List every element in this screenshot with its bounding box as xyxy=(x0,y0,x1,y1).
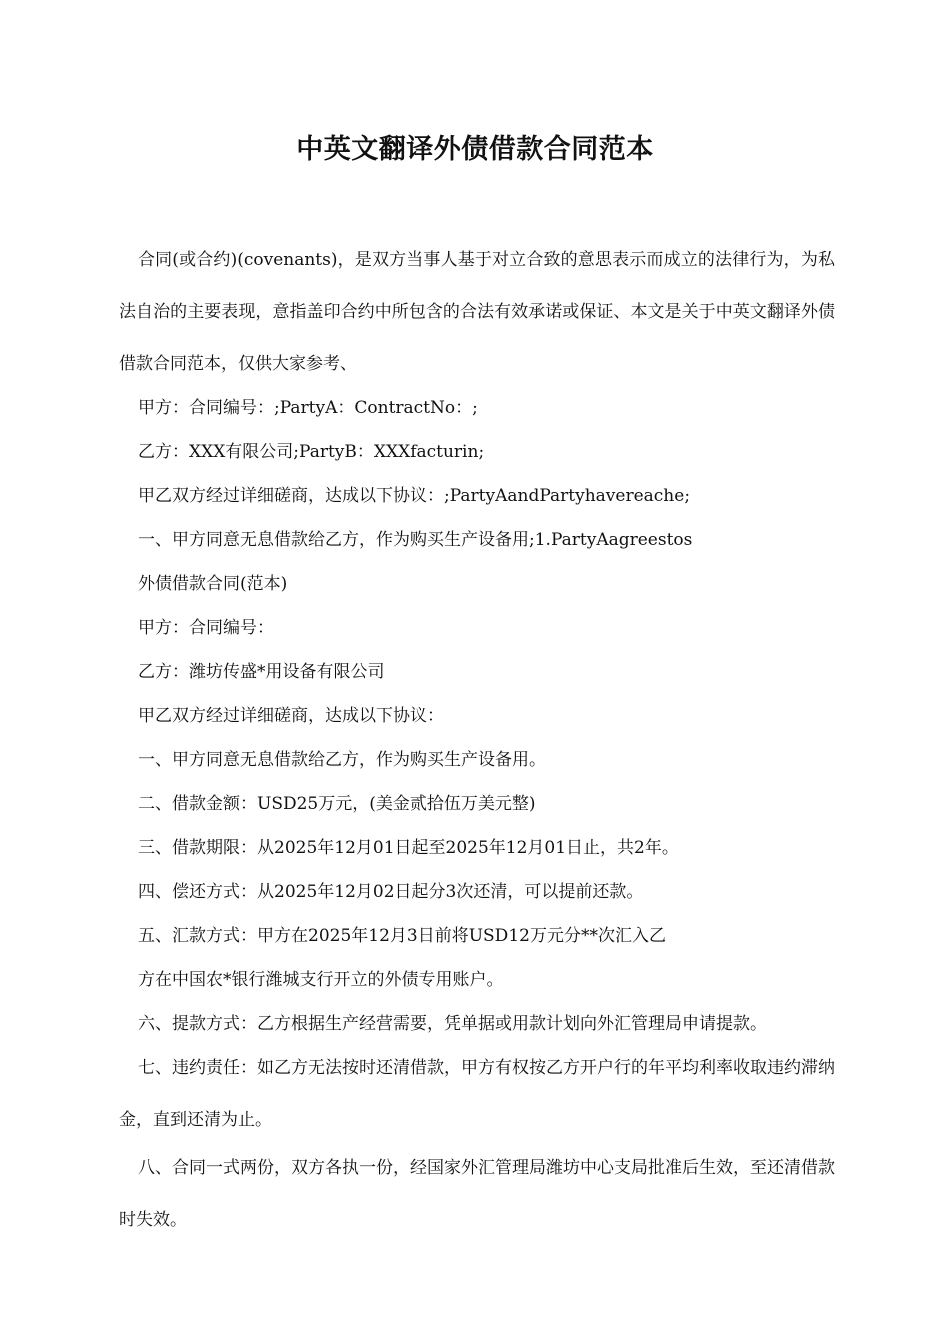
clause-5-remittance-continued: 方在中国农*银行潍城支行开立的外债专用账户。 xyxy=(138,970,504,990)
agreement-line: 甲乙双方经过详细磋商，达成以下协议： xyxy=(138,706,444,726)
party-b-line: 乙方：潍坊传盛*用设备有限公司 xyxy=(138,662,385,682)
party-b-bilingual-line: 乙方：XXX有限公司;PartyB：XXXfacturin; xyxy=(138,442,485,462)
intro-paragraph: 合同(或合约)(covenants)，是双方当事人基于对立合致的意思表示而成立的法律行为，为私法自治的主要表现，意指盖印合约中所包含的合法有效承诺或保证、本文是关于中英文翻译外债借款合同范本，仅供大家参考、 xyxy=(119,250,835,374)
agreement-bilingual-line: 甲乙双方经过详细磋商，达成以下协议：;PartyAandPartyhavereache; xyxy=(138,486,691,506)
clause-2-loan-amount: 二、借款金额：USD25万元，(美金贰拾伍万美元整) xyxy=(138,794,536,814)
clause-6-withdrawal: 六、提款方式：乙方根据生产经营需要，凭单据或用款计划向外汇管理局申请提款。 xyxy=(138,1014,767,1034)
clause-7-liability: 七、违约责任：如乙方无法按时还清借款，甲方有权按乙方开户行的年平均利率收取违约滞纳金，直到还清为止。 xyxy=(119,1058,835,1130)
clause-3-loan-term: 三、借款期限：从2025年12月01日起至2025年12月01日止，共2年。 xyxy=(138,838,679,858)
document-body xyxy=(119,238,835,1242)
party-a-bilingual-line: 甲方：合同编号：;PartyA：ContractNo：; xyxy=(138,398,478,418)
clause-5-remittance: 五、汇款方式：甲方在2025年12月3日前将USD12万元分**次汇入乙 xyxy=(138,926,666,946)
document-title: 中英文翻译外债借款合同范本 xyxy=(296,134,654,165)
party-a-line: 甲方：合同编号： xyxy=(138,618,274,638)
contract-subtitle: 外债借款合同(范本) xyxy=(138,574,288,594)
clause-8-copies: 八、合同一式两份，双方各执一份，经国家外汇管理局潍坊中心支局批准后生效，至还清借款时失效。 xyxy=(119,1158,835,1230)
clause-1: 一、甲方同意无息借款给乙方，作为购买生产设备用。 xyxy=(138,750,546,770)
clause-4-repayment: 四、偿还方式：从2025年12月02日起分3次还清，可以提前还款。 xyxy=(138,882,644,902)
clause-1-bilingual-line: 一、甲方同意无息借款给乙方，作为购买生产设备用;1.PartyAagreestos xyxy=(138,530,693,550)
